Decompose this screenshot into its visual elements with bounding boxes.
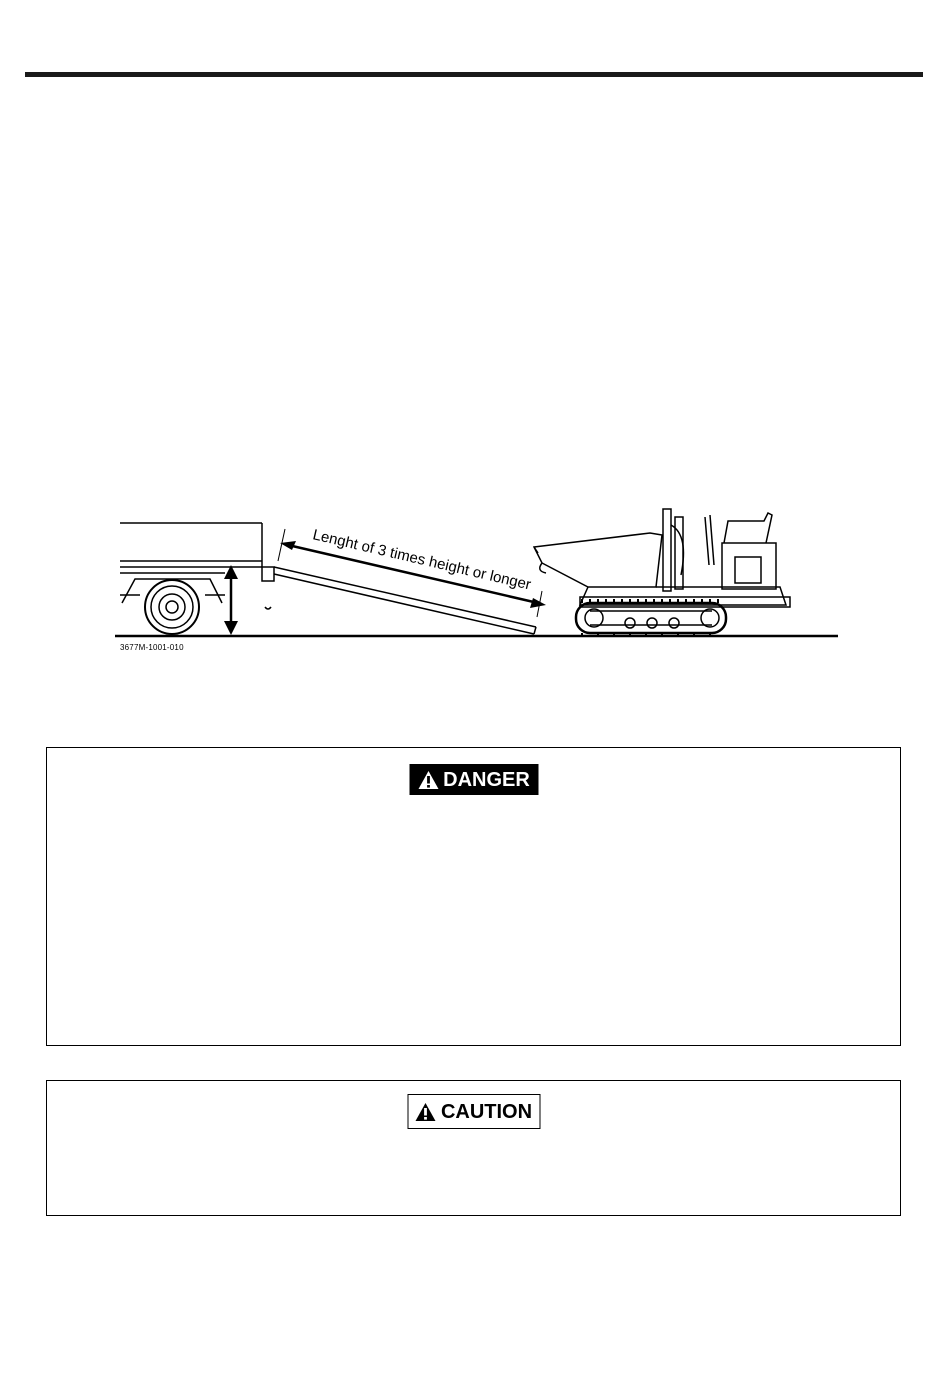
warning-triangle-icon: [417, 770, 439, 790]
ramp-length-label: Lenght of 3 times height or longer: [311, 526, 533, 594]
figure-code: 3677M-1001-010: [120, 643, 184, 652]
header-rule: [25, 72, 923, 77]
warning-triangle-icon: [415, 1102, 437, 1122]
danger-label: DANGER: [443, 768, 530, 791]
truck-illustration: [120, 523, 274, 634]
danger-box: [46, 747, 901, 1046]
caution-label: CAUTION: [440, 1100, 533, 1123]
danger-signal-word: [409, 764, 538, 795]
crawler-dumper-illustration: [534, 509, 790, 633]
height-arrow: [224, 565, 238, 635]
loading-ramp-figure: [110, 495, 850, 660]
caution-box: [46, 1080, 901, 1216]
caution-signal-word: [407, 1094, 540, 1129]
